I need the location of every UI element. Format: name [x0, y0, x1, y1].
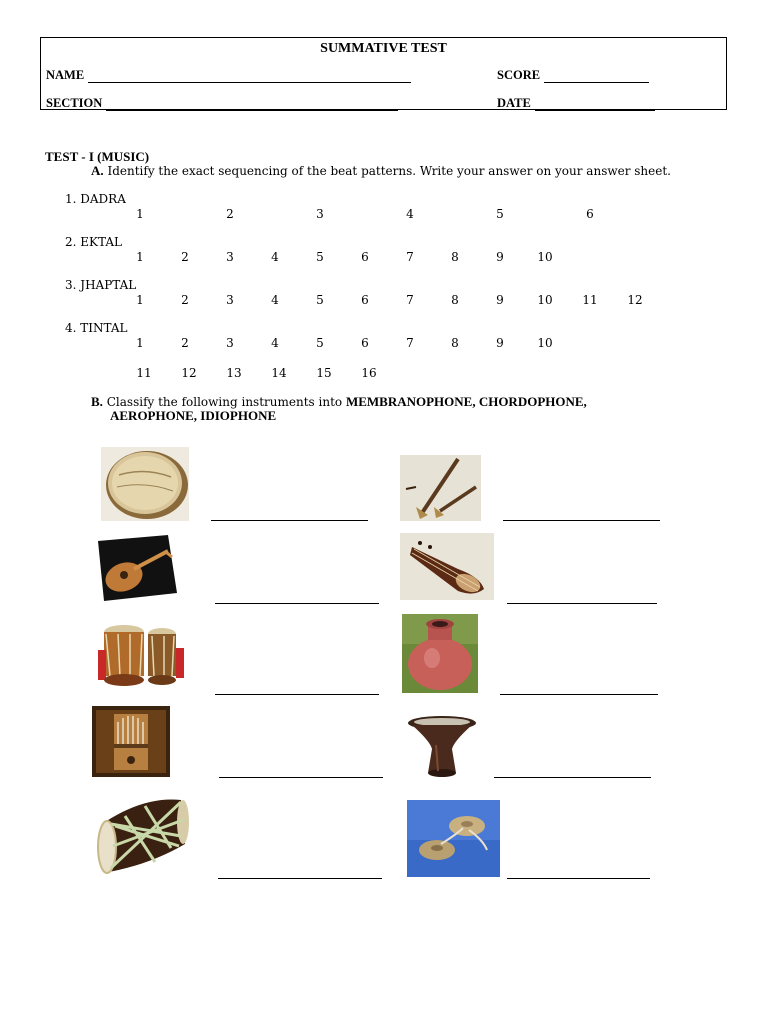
dholak-image [95, 792, 189, 878]
answer-line-5[interactable] [215, 694, 379, 695]
beat-count: 7 [406, 293, 414, 307]
beat-count: 16 [361, 366, 377, 380]
beat-count: 7 [406, 336, 414, 350]
answer-line-4[interactable] [507, 603, 657, 604]
beat-count: 8 [451, 293, 459, 307]
beat-count: 8 [451, 336, 459, 350]
answer-line-10[interactable] [507, 878, 650, 879]
beat-count: 5 [316, 336, 324, 350]
beat-count: 5 [316, 293, 324, 307]
answer-line-3[interactable] [215, 603, 379, 604]
beat-count: 5 [316, 250, 324, 264]
beat-count: 10 [537, 336, 553, 350]
beat-count: 11 [136, 366, 152, 380]
damaru-image [406, 715, 478, 779]
oud-image [98, 535, 177, 601]
score-field[interactable] [497, 68, 649, 83]
part-a-letter: A. [91, 163, 104, 178]
beat-count: 1 [136, 207, 144, 221]
beat-count: 8 [451, 250, 459, 264]
beat-count: 1 [136, 336, 144, 350]
beat-count: 4 [271, 250, 279, 264]
beat-count: 3 [226, 250, 234, 264]
beat-count: 2 [226, 207, 234, 221]
beat-count: 6 [361, 336, 369, 350]
beat-count: 2 [181, 250, 189, 264]
date-label: DATE [497, 96, 531, 110]
beat-count: 10 [537, 250, 553, 264]
beat-count: 3 [226, 336, 234, 350]
beat-count: 4 [406, 207, 414, 221]
section-label: SECTION [46, 96, 103, 110]
part-a-instruction: Identify the exact sequencing of the beat patterns. Write your answer on your answer sheet. [107, 164, 671, 178]
answer-line-8[interactable] [494, 777, 651, 778]
beat-count: 12 [181, 366, 197, 380]
beat-count: 9 [496, 293, 504, 307]
beat-pattern-label: 2. EKTAL [65, 235, 122, 249]
section-title: TEST - I (MUSIC) [45, 149, 150, 164]
beat-count: 10 [537, 293, 553, 307]
part-b-categories-1: MEMBRANOPHONE, CHORDOPHONE, [345, 394, 587, 409]
beat-pattern-label: 3. JHAPTAL [65, 278, 137, 292]
answer-line-9[interactable] [218, 878, 382, 879]
beat-count: 2 [181, 293, 189, 307]
beat-count: 6 [361, 293, 369, 307]
section-field[interactable] [46, 96, 398, 111]
beat-count: 4 [271, 336, 279, 350]
beat-count: 12 [627, 293, 643, 307]
beat-count: 3 [226, 293, 234, 307]
beat-count: 5 [496, 207, 504, 221]
beat-count: 14 [271, 366, 287, 380]
part-b-instruction: Classify the following instruments into [106, 395, 343, 409]
beat-count: 1 [136, 293, 144, 307]
score-label: SCORE [497, 68, 541, 82]
beat-count: 15 [316, 366, 332, 380]
beat-pattern-label: 1. DADRA [65, 192, 126, 206]
beat-pattern-label: 4. TINTAL [65, 321, 128, 335]
beat-count: 9 [496, 336, 504, 350]
ghatam-image [402, 614, 478, 693]
part-b-categories-2: AEROPHONE, IDIOPHONE [110, 408, 277, 423]
beat-count: 7 [406, 250, 414, 264]
beat-count: 9 [496, 250, 504, 264]
beat-count: 2 [181, 336, 189, 350]
kalimba-image [92, 706, 170, 777]
beat-count: 11 [582, 293, 598, 307]
frame-drum-image [101, 447, 189, 521]
beat-count: 1 [136, 250, 144, 264]
date-field[interactable] [497, 96, 655, 111]
part-a-instruction-row [91, 163, 671, 179]
part-b-letter: B. [91, 394, 103, 409]
name-field[interactable] [46, 68, 411, 83]
test-title: SUMMATIVE TEST [320, 41, 447, 56]
name-line[interactable] [88, 72, 411, 83]
sarangi-image [400, 533, 494, 600]
answer-line-1[interactable] [211, 520, 368, 521]
header-box [40, 37, 727, 110]
beat-count: 6 [586, 207, 594, 221]
beat-count: 4 [271, 293, 279, 307]
beat-count: 13 [226, 366, 242, 380]
answer-line-6[interactable] [500, 694, 658, 695]
answer-line-2[interactable] [503, 520, 660, 521]
beat-count: 6 [361, 250, 369, 264]
date-line[interactable] [535, 100, 655, 111]
answer-line-7[interactable] [219, 777, 383, 778]
cymbals-image [407, 800, 500, 877]
beat-count: 3 [316, 207, 324, 221]
shehnai-image [400, 455, 481, 521]
tabla-image [96, 620, 186, 691]
score-line[interactable] [544, 72, 649, 83]
section-line[interactable] [106, 100, 398, 111]
name-label: NAME [46, 68, 85, 82]
